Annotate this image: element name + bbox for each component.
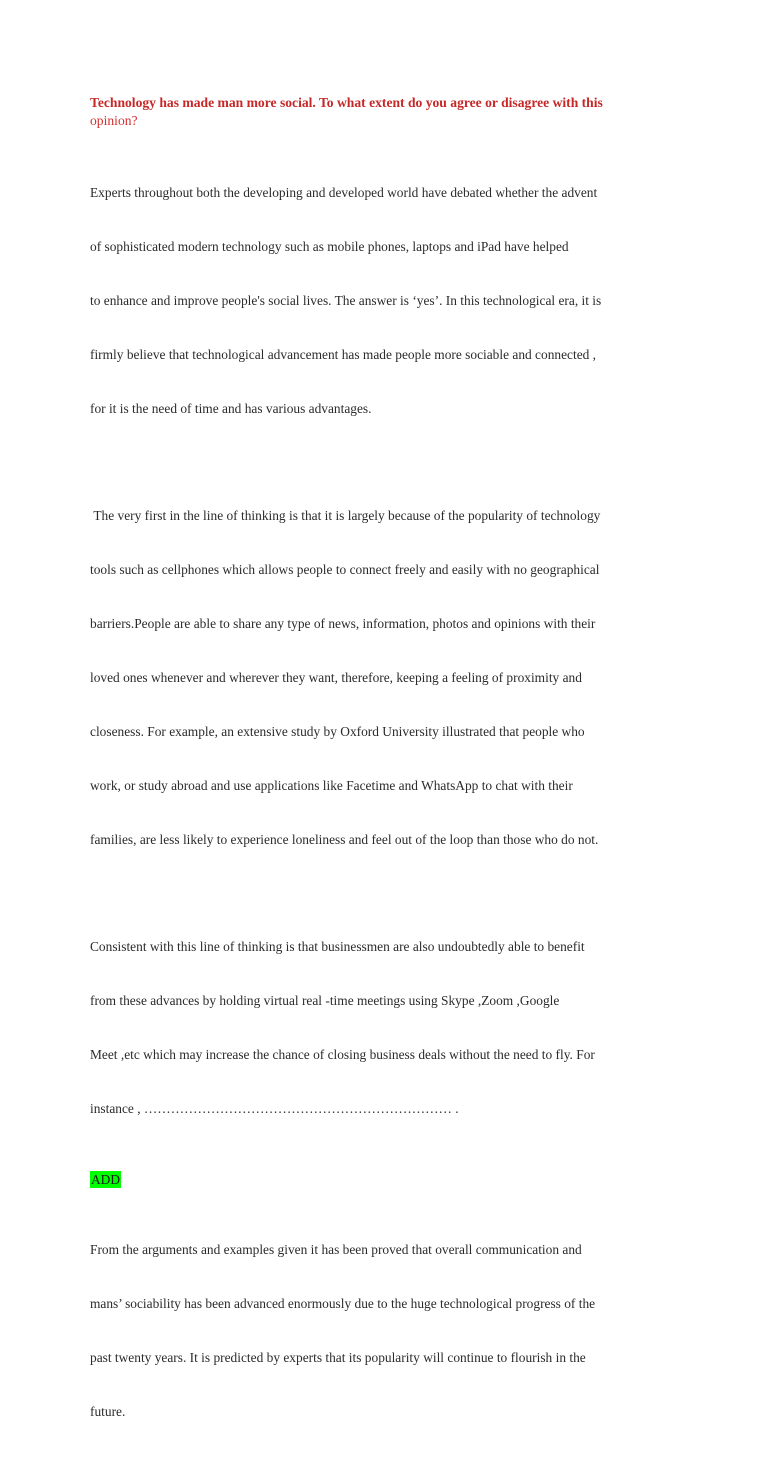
- paragraph-line: Experts throughout both the developing and developed world have debated whether the advent: [90, 185, 598, 200]
- paragraph-line: for it is the need of time and has various advantages.: [90, 401, 372, 416]
- paragraph-line: closeness. For example, an extensive study by Oxford University illustrated that people who: [90, 724, 585, 739]
- paragraph-conclusion: [90, 1205, 670, 1457]
- essay-question: [90, 94, 670, 130]
- paragraph-line: past twenty years. It is predicted by experts that its popularity will continue to flourish in the: [90, 1350, 586, 1365]
- paragraph-line: work, or study abroad and use applications like Facetime and WhatsApp to chat with their: [90, 778, 573, 793]
- paragraph-line: instance , …………………………………………………………… .: [90, 1101, 459, 1116]
- paragraph-line: tools such as cellphones which allows people to connect freely and easily with no geographical: [90, 562, 600, 577]
- paragraph-body-1: [90, 471, 670, 885]
- document-body: [90, 94, 670, 1474]
- paragraph-line: to enhance and improve people's social lives. The answer is ‘yes’. In this technological era, it is: [90, 293, 602, 308]
- paragraph-line: barriers.People are able to share any type of news, information, photos and opinions with their: [90, 616, 596, 631]
- paragraph-line: families, are less likely to experience loneliness and feel out of the loop than those who do not.: [90, 832, 599, 847]
- paragraph-line: From the arguments and examples given it has been proved that overall communication and: [90, 1242, 582, 1257]
- add-highlight-tag: ADD: [91, 1172, 121, 1187]
- question-title: Technology has made man more social. To what extent do you agree or disagree with this: [90, 95, 603, 110]
- paragraph-introduction: [90, 148, 670, 454]
- paragraph-line: loved ones whenever and wherever they want, therefore, keeping a feeling of proximity and: [90, 670, 582, 685]
- paragraph-line: mans’ sociability has been advanced enormously due to the huge technological progress of the: [90, 1296, 596, 1311]
- paragraph-line: firmly believe that technological advancement has made people more sociable and connected ,: [90, 347, 597, 362]
- paragraph-line: from these advances by holding virtual real -time meetings using Skype ,Zoom ,Google: [90, 993, 560, 1008]
- paragraph-line: The very first in the line of thinking is that it is largely because of the popularity of technology: [90, 508, 601, 523]
- paragraph-body-2: [90, 902, 670, 1154]
- paragraph-line: of sophisticated modern technology such as mobile phones, laptops and iPad have helped: [90, 239, 569, 254]
- paragraph-line: Consistent with this line of thinking is that businessmen are also undoubtedly able to benefit: [90, 939, 585, 954]
- question-continuation: opinion?: [90, 113, 138, 128]
- paragraph-line: Meet ,etc which may increase the chance of closing business deals without the need to fly. For: [90, 1047, 595, 1062]
- paragraph-line: future.: [90, 1404, 126, 1419]
